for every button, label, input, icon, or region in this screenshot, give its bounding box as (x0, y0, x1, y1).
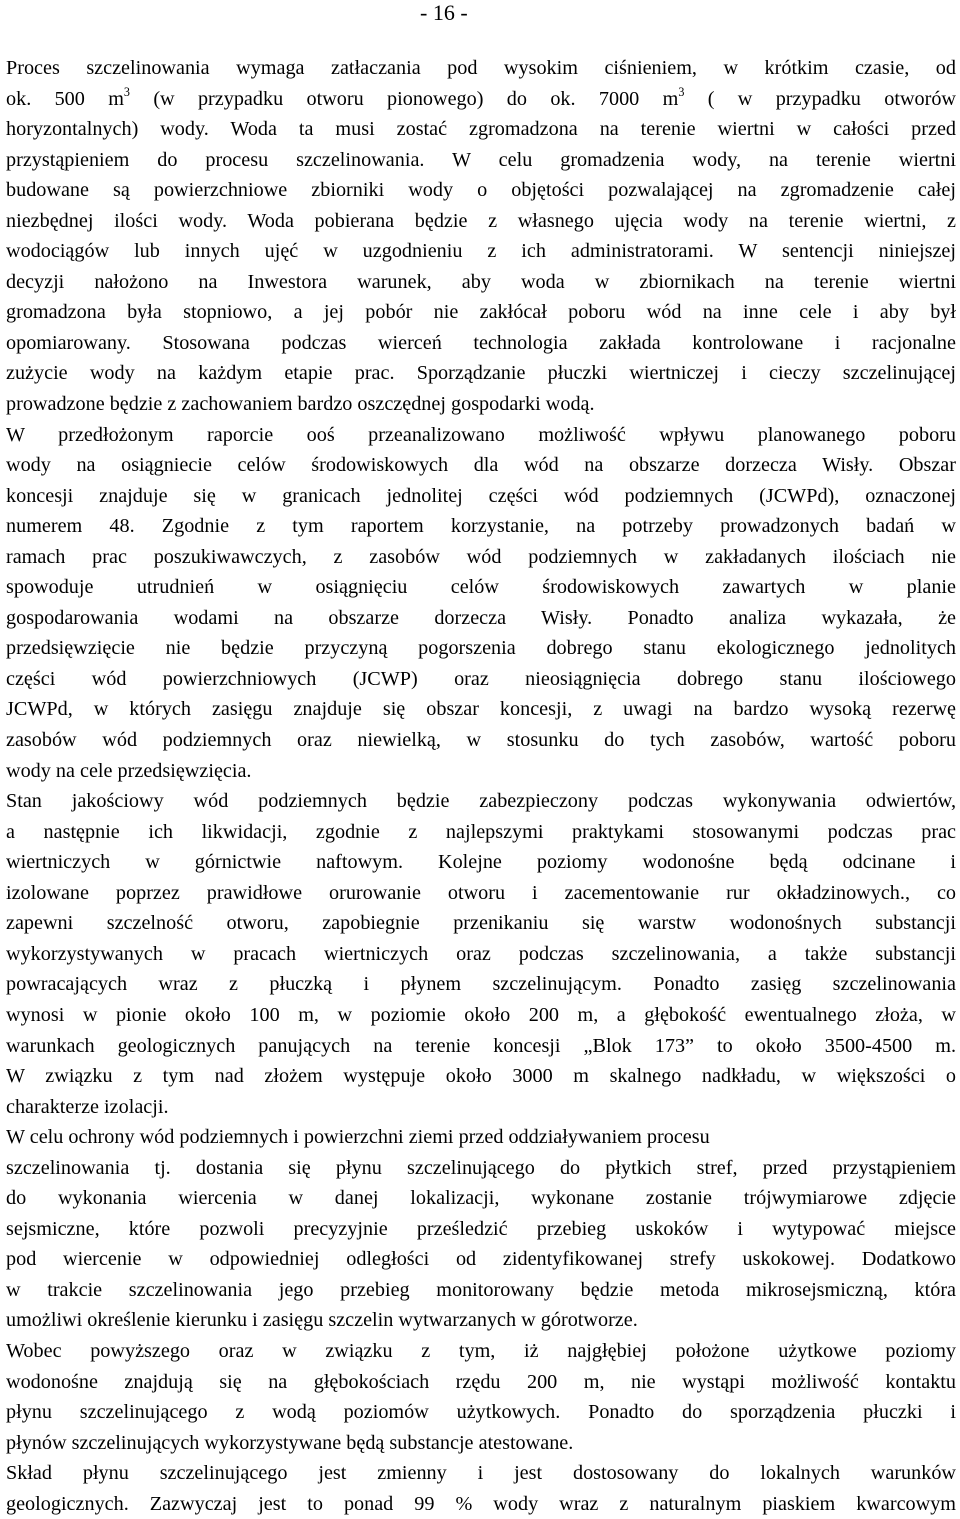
paragraph-3-line-7: powracających wraz z płuczką i płynem szczelinującym. Ponadto zasięg szczelinowania (6, 973, 956, 996)
paragraph-1-line-12: prowadzone będzie z zachowaniem bardzo oszczędnej gospodarki wodą. (6, 393, 595, 416)
horizontal-wells-note: ( w przypadku otworów (707, 87, 957, 110)
paragraph-1-line-2 (6, 84, 956, 115)
paragraph-3-line-4: izolowane poprzez prawidłowe orurowanie otworu i zacementowanie rur okładzinowych., co (6, 881, 956, 904)
paragraph-2-line-4: numerem 48. Zgodnie z tym raportem korzystanie, na potrzeby prowadzonych badań w (6, 515, 956, 538)
document-body (6, 53, 956, 1519)
paragraph-2-line-5: ramach prac poszukiwawczych, z zasobów wód podziemnych w zakładanych ilościach nie (6, 545, 956, 568)
paragraph-1-line-1: Proces szczelinowania wymaga zatłaczania pod wysokim ciśnieniem, w krótkim czasie, od (6, 57, 956, 79)
paragraph-4-line-6: w trakcie szczelinowania jego przebieg monitorowany będzie metoda mikrosejsmiczną, która (6, 1278, 956, 1301)
paragraph-4-line-5: pod wiercenie w odpowiedniej odległości od zidentyfikowanej strefy uskokowej. Dodatkowo (6, 1248, 956, 1271)
paragraph-3-line-10: W związku z tym nad złożem występuje około 3000 m skalnego nadkładu, w większości o (6, 1065, 956, 1088)
volume-7000: (w przypadku otworu pionowego) do ok. 7000 m (153, 87, 679, 110)
paragraph-2-line-6: spowoduje utrudnień w osiągnięciu celów środowiskowych zawartych w planie (6, 576, 956, 599)
paragraph-3-line-8: wynosi w pionie około 100 m, w poziomie około 200 m, a głębokość ewentualnego złoża, w (6, 1003, 956, 1026)
paragraph-4-line-3: do wykonania wiercenia w danej lokalizacji, wykonane zostanie trójwymiarowe zdjęcie (6, 1187, 956, 1210)
paragraph-3-line-2: a następnie ich likwidacji, zgodnie z najlepszymi praktykami stosowanymi podczas prac (6, 820, 956, 843)
paragraph-2-line-7: gospodarowania wodami na obszarze dorzecza Wisły. Ponadto analiza wykazała, że (6, 606, 956, 629)
paragraph-5-line-3: płynu szczelinującego z wodą poziomów użytkowych. Ponadto do sporządzenia płuczki i (6, 1401, 956, 1424)
paragraph-3-line-9: warunkach geologicznych panujących na terenie koncesji „Blok 173” to około 3500-4500 m. (6, 1034, 956, 1057)
paragraph-1-line-4: przystąpieniem do procesu szczelinowania. W celu gromadzenia wody, na terenie wiertni (6, 148, 956, 171)
paragraph-3-line-6: wykorzystywanych w pracach wiertniczych oraz podczas szczelinowania, a także substancji (6, 942, 956, 965)
paragraph-1-line-6: niezbędnej ilości wody. Woda pobierana będzie z własnego ujęcia wody na terenie wiertni, z (6, 209, 956, 232)
paragraph-4-line-7: umożliwi określenie kierunku i zasięgu szczelin wytwarzanych w górotworze. (6, 1309, 638, 1332)
paragraph-3-line-11: charakterze izolacji. (6, 1095, 169, 1118)
paragraph-1-line-11: zużycie wody na każdym etapie prac. Sporządzanie płuczki wiertniczej i cieczy szczelinującej (6, 362, 956, 385)
paragraph-1-line-3: horyzontalnych) wody. Woda ta musi zostać zgromadzona na terenie wiertni w całości przed (6, 118, 956, 141)
paragraph-5-line-1: Wobec powyższego oraz w związku z tym, iż najgłębiej położone użytkowe poziomy (6, 1339, 956, 1362)
paragraph-6-line-2: geologicznych. Zazwyczaj jest to ponad 99 % wody wraz z naturalnym piaskiem kwarcowym (6, 1492, 956, 1515)
paragraph-2-line-9: części wód powierzchniowych (JCWP) oraz nieosiągnięcia dobrego stanu ilościowego (6, 667, 956, 690)
paragraph-4-line-1: W celu ochrony wód podziemnych i powierzchni ziemi przed oddziaływaniem procesu (6, 1126, 710, 1149)
paragraph-1-line-9: gromadzona była stopniowo, a jej pobór nie zakłócał poboru wód na inne cele i aby był (6, 301, 956, 324)
paragraph-1-line-10: opomiarowany. Stosowana podczas wierceń technologia zakłada kontrolowane i racjonalne (6, 331, 956, 354)
page-number: - 16 - (420, 0, 468, 25)
paragraph-3-line-5: zapewni szczelność otworu, zapobiegnie przenikaniu się warstw wodonośnych substancji (6, 912, 956, 935)
paragraph-4-line-2: szczelinowania tj. dostania się płynu szczelinującego do płytkich stref, przed przystąpieniem (6, 1156, 956, 1179)
paragraph-5-line-4: płynów szczelinujących wykorzystywane będą substancje atestowane. (6, 1431, 574, 1454)
paragraph-3-line-3: wiertniczych w górnictwie naftowym. Kolejne poziomy wodonośne będą odcinane i (6, 851, 956, 874)
paragraph-2-line-8: przedsięwzięcie nie będzie przyczyną pogorszenia dobrego stanu ekologicznego jednolitych (6, 637, 956, 660)
paragraph-2-line-12: wody na cele przedsięwzięcia. (6, 759, 252, 782)
paragraph-1-line-8: decyzji nałożono na Inwestora warunek, aby woda w zbiornikach na terenie wiertni (6, 270, 956, 293)
paragraph-2-line-1: W przedłożonym raporcie ooś przeanalizowano możliwość wpływu planowanego poboru (6, 423, 956, 446)
paragraph-2-line-10: JCWPd, w których zasięgu znajduje się obszar koncesji, z uwagi na bardzo wysoką rezerwę (6, 698, 956, 721)
paragraph-3-line-1: Stan jakościowy wód podziemnych będzie zabezpieczony podczas wykonywania odwiertów, (6, 790, 956, 813)
paragraph-2-line-3: koncesji znajduje się w granicach jednolitej części wód podziemnych (JCWPd), oznaczonej (6, 484, 956, 507)
cubic-superscript: 3 (678, 84, 685, 99)
paragraph-2-line-2: wody na osiągniecie celów środowiskowych dla wód na obszarze dorzecza Wisły. Obszar (6, 454, 956, 477)
paragraph-1-line-7: wodociągów lub innych ujęć w uzgodnieniu z ich administratorami. W sentencji niniejszej (6, 240, 956, 263)
volume-500: ok. 500 m (6, 87, 124, 110)
paragraph-6-line-1: Skład płynu szczelinującego jest zmienny i jest dostosowany do lokalnych warunków (6, 1462, 956, 1485)
paragraph-2-line-11: zasobów wód podziemnych oraz niewielką, w stosunku do tych zasobów, wartość poboru (6, 729, 956, 752)
cubic-superscript: 3 (123, 84, 130, 99)
paragraph-5-line-2: wodonośne znajdują się na głębokościach rzędu 200 m, nie wystąpi możliwość kontaktu (6, 1370, 956, 1393)
paragraph-1-line-5: budowane są powierzchniowe zbiorniki wody o objętości pozwalającej na zgromadzenie całej (6, 179, 956, 202)
paragraph-4-line-4: sejsmiczne, które pozwoli precyzyjnie prześledzić przebieg uskoków i wytypować miejsce (6, 1217, 956, 1240)
